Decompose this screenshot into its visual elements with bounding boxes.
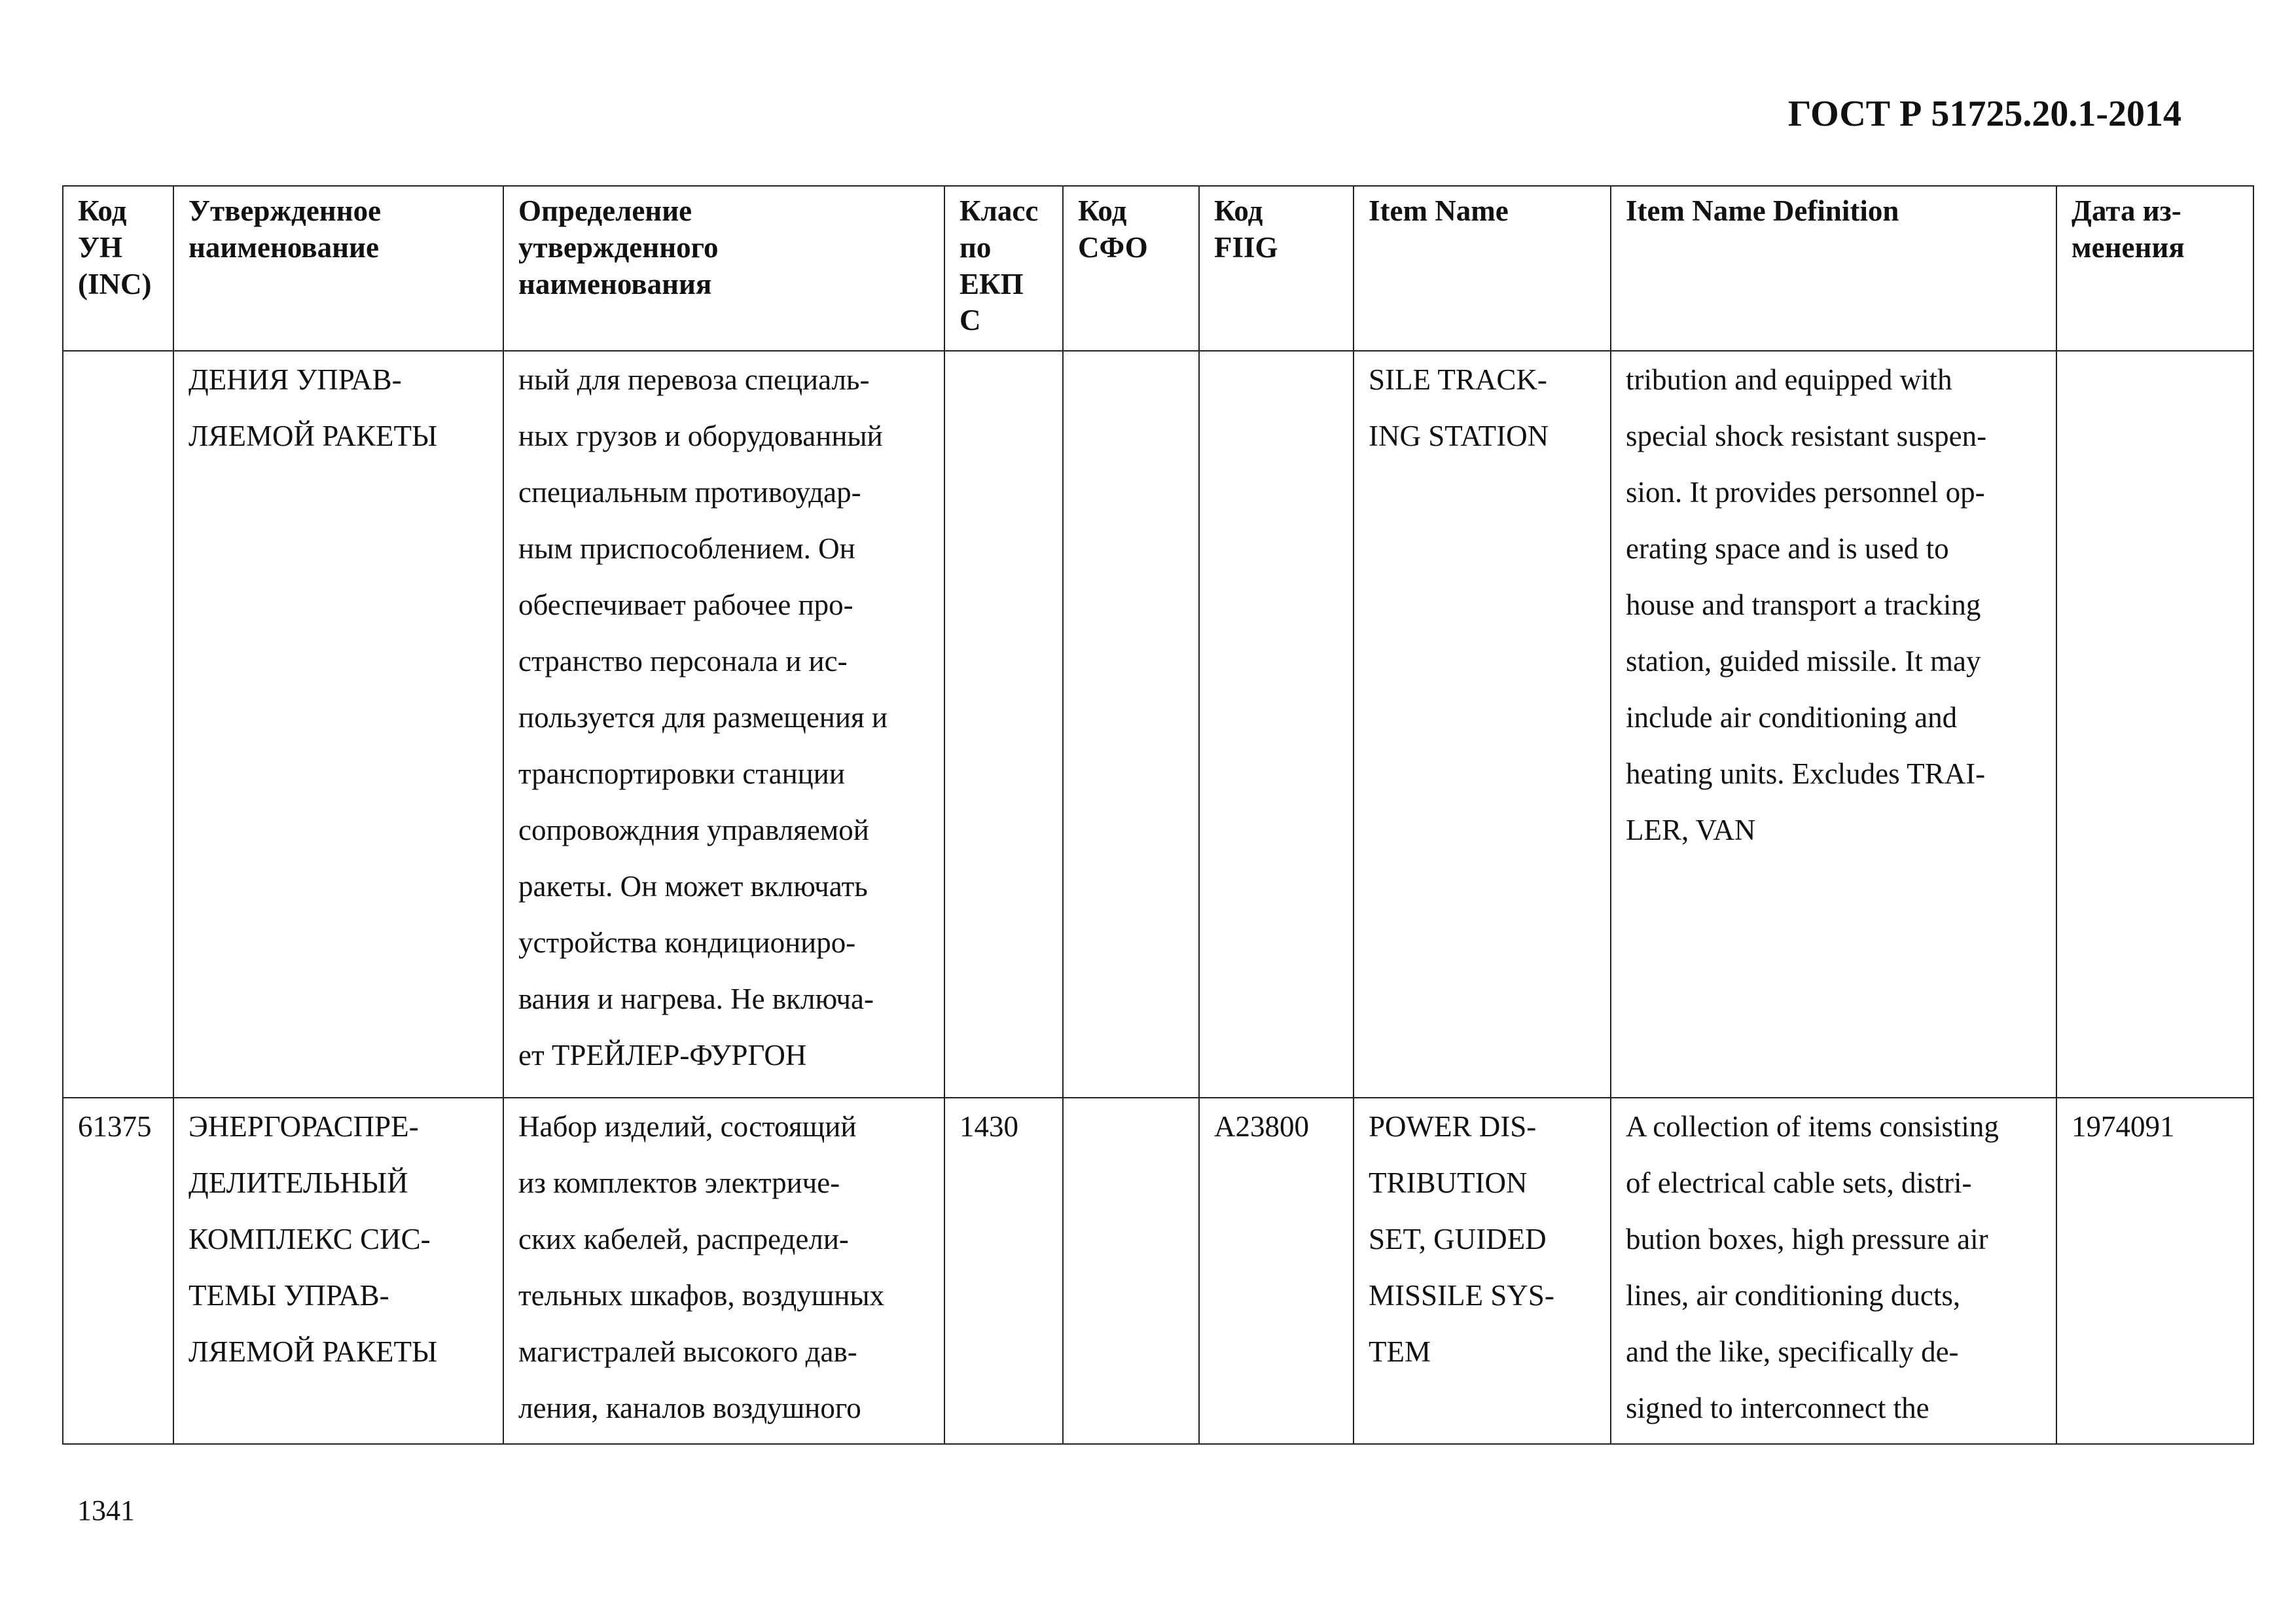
cell-change-date: 1974091	[2056, 1098, 2253, 1444]
table-header-row	[63, 186, 2253, 351]
cell-approved-name: ДЕНИЯ УПРАВ- ЛЯЕМОЙ РАКЕТЫ	[173, 351, 503, 1098]
cell-change-date	[2056, 351, 2253, 1098]
cell-definition: ный для перевоза специаль- ных грузов и оборудованный специальным противоудар- ным приспособлением. Он обеспечивает рабочее про- странство персонала и ис- пользуется для размещения и транспортировки станции сопровождния управляемой ракеты. Он может включать устройства кондициониро- вания и нагрева. Не включа- ет ТРЕЙЛЕР-ФУРГОН	[503, 351, 944, 1098]
col-header-sfo-code: Код СФО	[1063, 186, 1199, 351]
cell-inc: 61375	[63, 1098, 173, 1444]
col-header-change-date: Дата из- менения	[2056, 186, 2253, 351]
item-name-table	[62, 185, 2254, 1445]
cell-fiig-code: A23800	[1199, 1098, 1354, 1444]
cell-ekps-class: 1430	[944, 1098, 1063, 1444]
col-header-inc: Код УН (INC)	[63, 186, 173, 351]
document-code: ГОСТ Р 51725.20.1-2014	[1787, 94, 2181, 134]
cell-inc	[63, 351, 173, 1098]
cell-item-name-definition: A collection of items consisting of electrical cable sets, distri- bution boxes, high pressure air lines, air conditioning ducts, and the like, specifically de- signed to interconnect the	[1611, 1098, 2056, 1444]
page-number: 1341	[77, 1494, 135, 1526]
cell-item-name-definition: tribution and equipped with special shock resistant suspen- sion. It provides personnel op- erating space and is used to house and transport a tracking station, guided missile. It may include air conditioning and heating units. Excludes TRAI- LER, VAN	[1611, 351, 2056, 1098]
cell-ekps-class	[944, 351, 1063, 1098]
col-header-definition: Определение утвержденного наименования	[503, 186, 944, 351]
table-row	[63, 351, 2253, 1098]
col-header-ekps-class: Класс по ЕКП С	[944, 186, 1063, 351]
cell-approved-name: ЭНЕРГОРАСПРЕ- ДЕЛИТЕЛЬНЫЙ КОМПЛЕКС СИС- ТЕМЫ УПРАВ- ЛЯЕМОЙ РАКЕТЫ	[173, 1098, 503, 1444]
cell-item-name: POWER DIS- TRIBUTION SET, GUIDED MISSILE SYS- TEM	[1354, 1098, 1611, 1444]
col-header-item-name: Item Name	[1354, 186, 1611, 351]
table-row	[63, 1098, 2253, 1444]
col-header-fiig-code: Код FIIG	[1199, 186, 1354, 351]
cell-fiig-code	[1199, 351, 1354, 1098]
cell-definition: Набор изделий, состоящий из комплектов электриче- ских кабелей, распредели- тельных шкафов, воздушных магистралей высокого дав- ления, каналов воздушного	[503, 1098, 944, 1444]
cell-item-name: SILE TRACK- ING STATION	[1354, 351, 1611, 1098]
col-header-approved-name: Утвержденное наименование	[173, 186, 503, 351]
col-header-item-name-definition: Item Name Definition	[1611, 186, 2056, 351]
cell-sfo-code	[1063, 351, 1199, 1098]
cell-sfo-code	[1063, 1098, 1199, 1444]
